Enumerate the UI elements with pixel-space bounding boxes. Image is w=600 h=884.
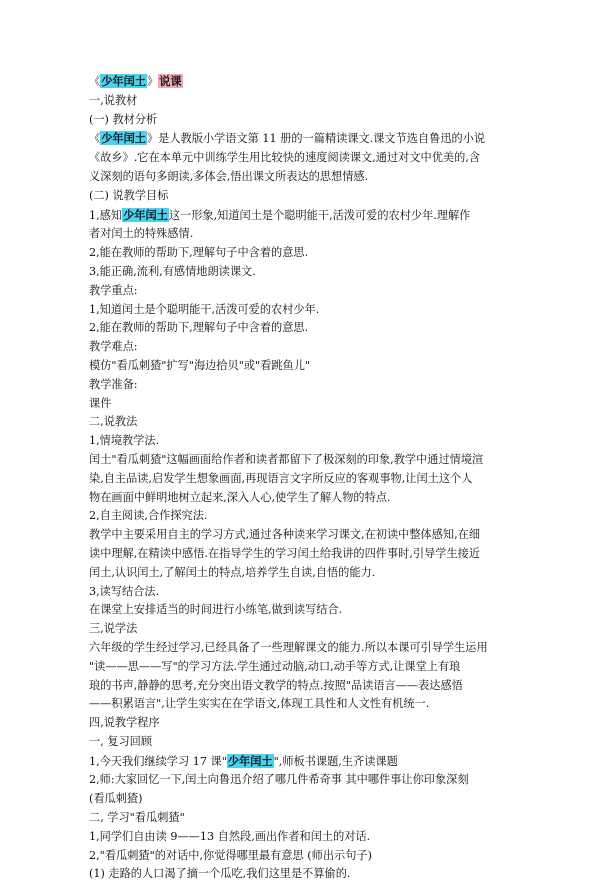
paragraph-line: 《故乡》.它在本单元中训练学生用比较快的速度阅读课文,通过对文中优美的,含 <box>89 151 481 165</box>
subsection-heading: (二) 说教学目标 <box>89 188 169 202</box>
paragraph-line: 义深刻的语句多朗读,多体会,悟出课文所表达的思想情感. <box>89 169 369 183</box>
subsection-heading: 二, 学习"看瓜刺猹" <box>89 811 185 825</box>
paragraph-line: 闰土"看瓜刺猹"这幅画面给作者和读者都留下了极深刻的印象,教学中通过情境渲 <box>89 452 484 466</box>
paragraph-line: 琅的书声,静静的思考,充分突出语文教学的特点.按照"品读语言——表达感悟 <box>89 678 463 692</box>
label-heading: 教学难点: <box>89 340 138 354</box>
paragraph-line: (1) 走路的人口渴了摘一个瓜吃,我们这里是不算偷的. <box>89 867 351 881</box>
paragraph-line: 六年级的学生经过学习,已经具备了一些理解课文的能力.所以本课可引导学生运用 <box>89 640 488 654</box>
paragraph-line: 课件 <box>89 396 112 410</box>
paragraph-line: 模仿"看瓜刺猹"扩写"海边拾贝"或"看跳鱼儿" <box>89 358 311 372</box>
paragraph-line: 教学中主要采用自主的学习方式,通过各种读来学习课文,在初读中整体感知,在细 <box>89 528 481 542</box>
label-heading: 教学重点: <box>89 283 138 297</box>
doc-title <box>89 72 540 92</box>
method-heading: 2,自主阅读,合作探究法. <box>89 509 208 523</box>
method-heading: 1,情境教学法. <box>89 434 160 448</box>
paragraph-line: 3,能正确,流利,有感情地朗读课文. <box>89 264 256 278</box>
title-bracket-close: 》 <box>146 75 159 88</box>
paragraph-line: 者对闰土的特殊感情. <box>89 227 194 241</box>
paragraph-line: 2,能在教师的帮助下,理解句子中含着的意思. <box>89 246 309 260</box>
inline-highlight: 少年闰土 <box>123 207 168 222</box>
section-heading: 一,说教材 <box>89 93 138 107</box>
inline-highlight: 少年闰土 <box>227 753 273 768</box>
subsection-heading: (一) 教材分析 <box>89 112 158 126</box>
paragraph-line: (看瓜刺猹) <box>89 792 143 806</box>
paragraph-line: 1,同学们自由读 9——13 自然段,画出作者和闰土的对话. <box>89 829 371 843</box>
paragraph-line: 物在画面中鲜明地树立起来,深入人心,使学生了解人物的特点. <box>89 490 391 504</box>
paragraph-line: 闰土,认识闰土,了解闰土的特点,培养学生自读,自悟的能力. <box>89 565 376 579</box>
section-heading: 四,说教学程序 <box>89 716 160 730</box>
paragraph-line: 染,自主品读,启发学生想象画面,再现语言文字所反应的客观事物,让闰土这个人 <box>89 471 473 485</box>
paragraph-line: 《少年闰土》是人教版小学语文第 11 册的一篇精读课文.课文节选自鲁迅的小说 <box>89 131 486 146</box>
paragraph-line: 1,知道闰土是个聪明能干,活泼可爱的农村少年. <box>89 302 320 316</box>
paragraph-line: 2,能在教师的帮助下,理解句子中含着的意思. <box>89 321 309 335</box>
paragraph-line: 2,师:大家回忆一下,闰土向鲁迅介绍了哪几件希奇事 其中哪件事让你印象深刻 <box>89 773 469 787</box>
title-bracket-open: 《 <box>89 75 101 88</box>
paragraph-line: 2,"看瓜刺猹"的对话中,你觉得哪里最有意思 (师出示句子) <box>89 848 372 862</box>
paragraph-line: 读中理解,在精读中感悟.在指导学生的学习闰土给我讲的四件事时,引导学生接近 <box>89 546 481 560</box>
paragraph-line: 1,感知少年闰土这一形象,知道闰土是个聪明能干,活泼可爱的农村少年.理解作 <box>89 207 471 222</box>
paragraph-line: ——积累语言",让学生实实在在学语文,体现工具性和人文性有机统一. <box>89 697 430 711</box>
label-heading: 教学准备: <box>89 377 138 391</box>
paragraph-line: 1,今天我们继续学习 17 课"少年闰土",师板书课题,生齐读课题 <box>89 753 398 768</box>
paragraph-line: "读——思——写"的学习方法.学生通过动脑,动口,动手等方式,让课堂上有琅 <box>89 659 461 673</box>
title-suffix: 说课 <box>159 74 182 88</box>
subsection-heading: 一, 复习回顾 <box>89 734 153 748</box>
inline-highlight: 少年闰土 <box>101 131 146 146</box>
method-heading: 3,读写结合法. <box>89 584 160 598</box>
title-highlight: 少年闰土 <box>101 74 146 88</box>
section-heading: 二,说教法 <box>89 415 138 429</box>
paragraph-line: 在课堂上安排适当的时间进行小练笔,做到读写结合. <box>89 603 343 617</box>
section-heading: 三,说学法 <box>89 622 138 636</box>
